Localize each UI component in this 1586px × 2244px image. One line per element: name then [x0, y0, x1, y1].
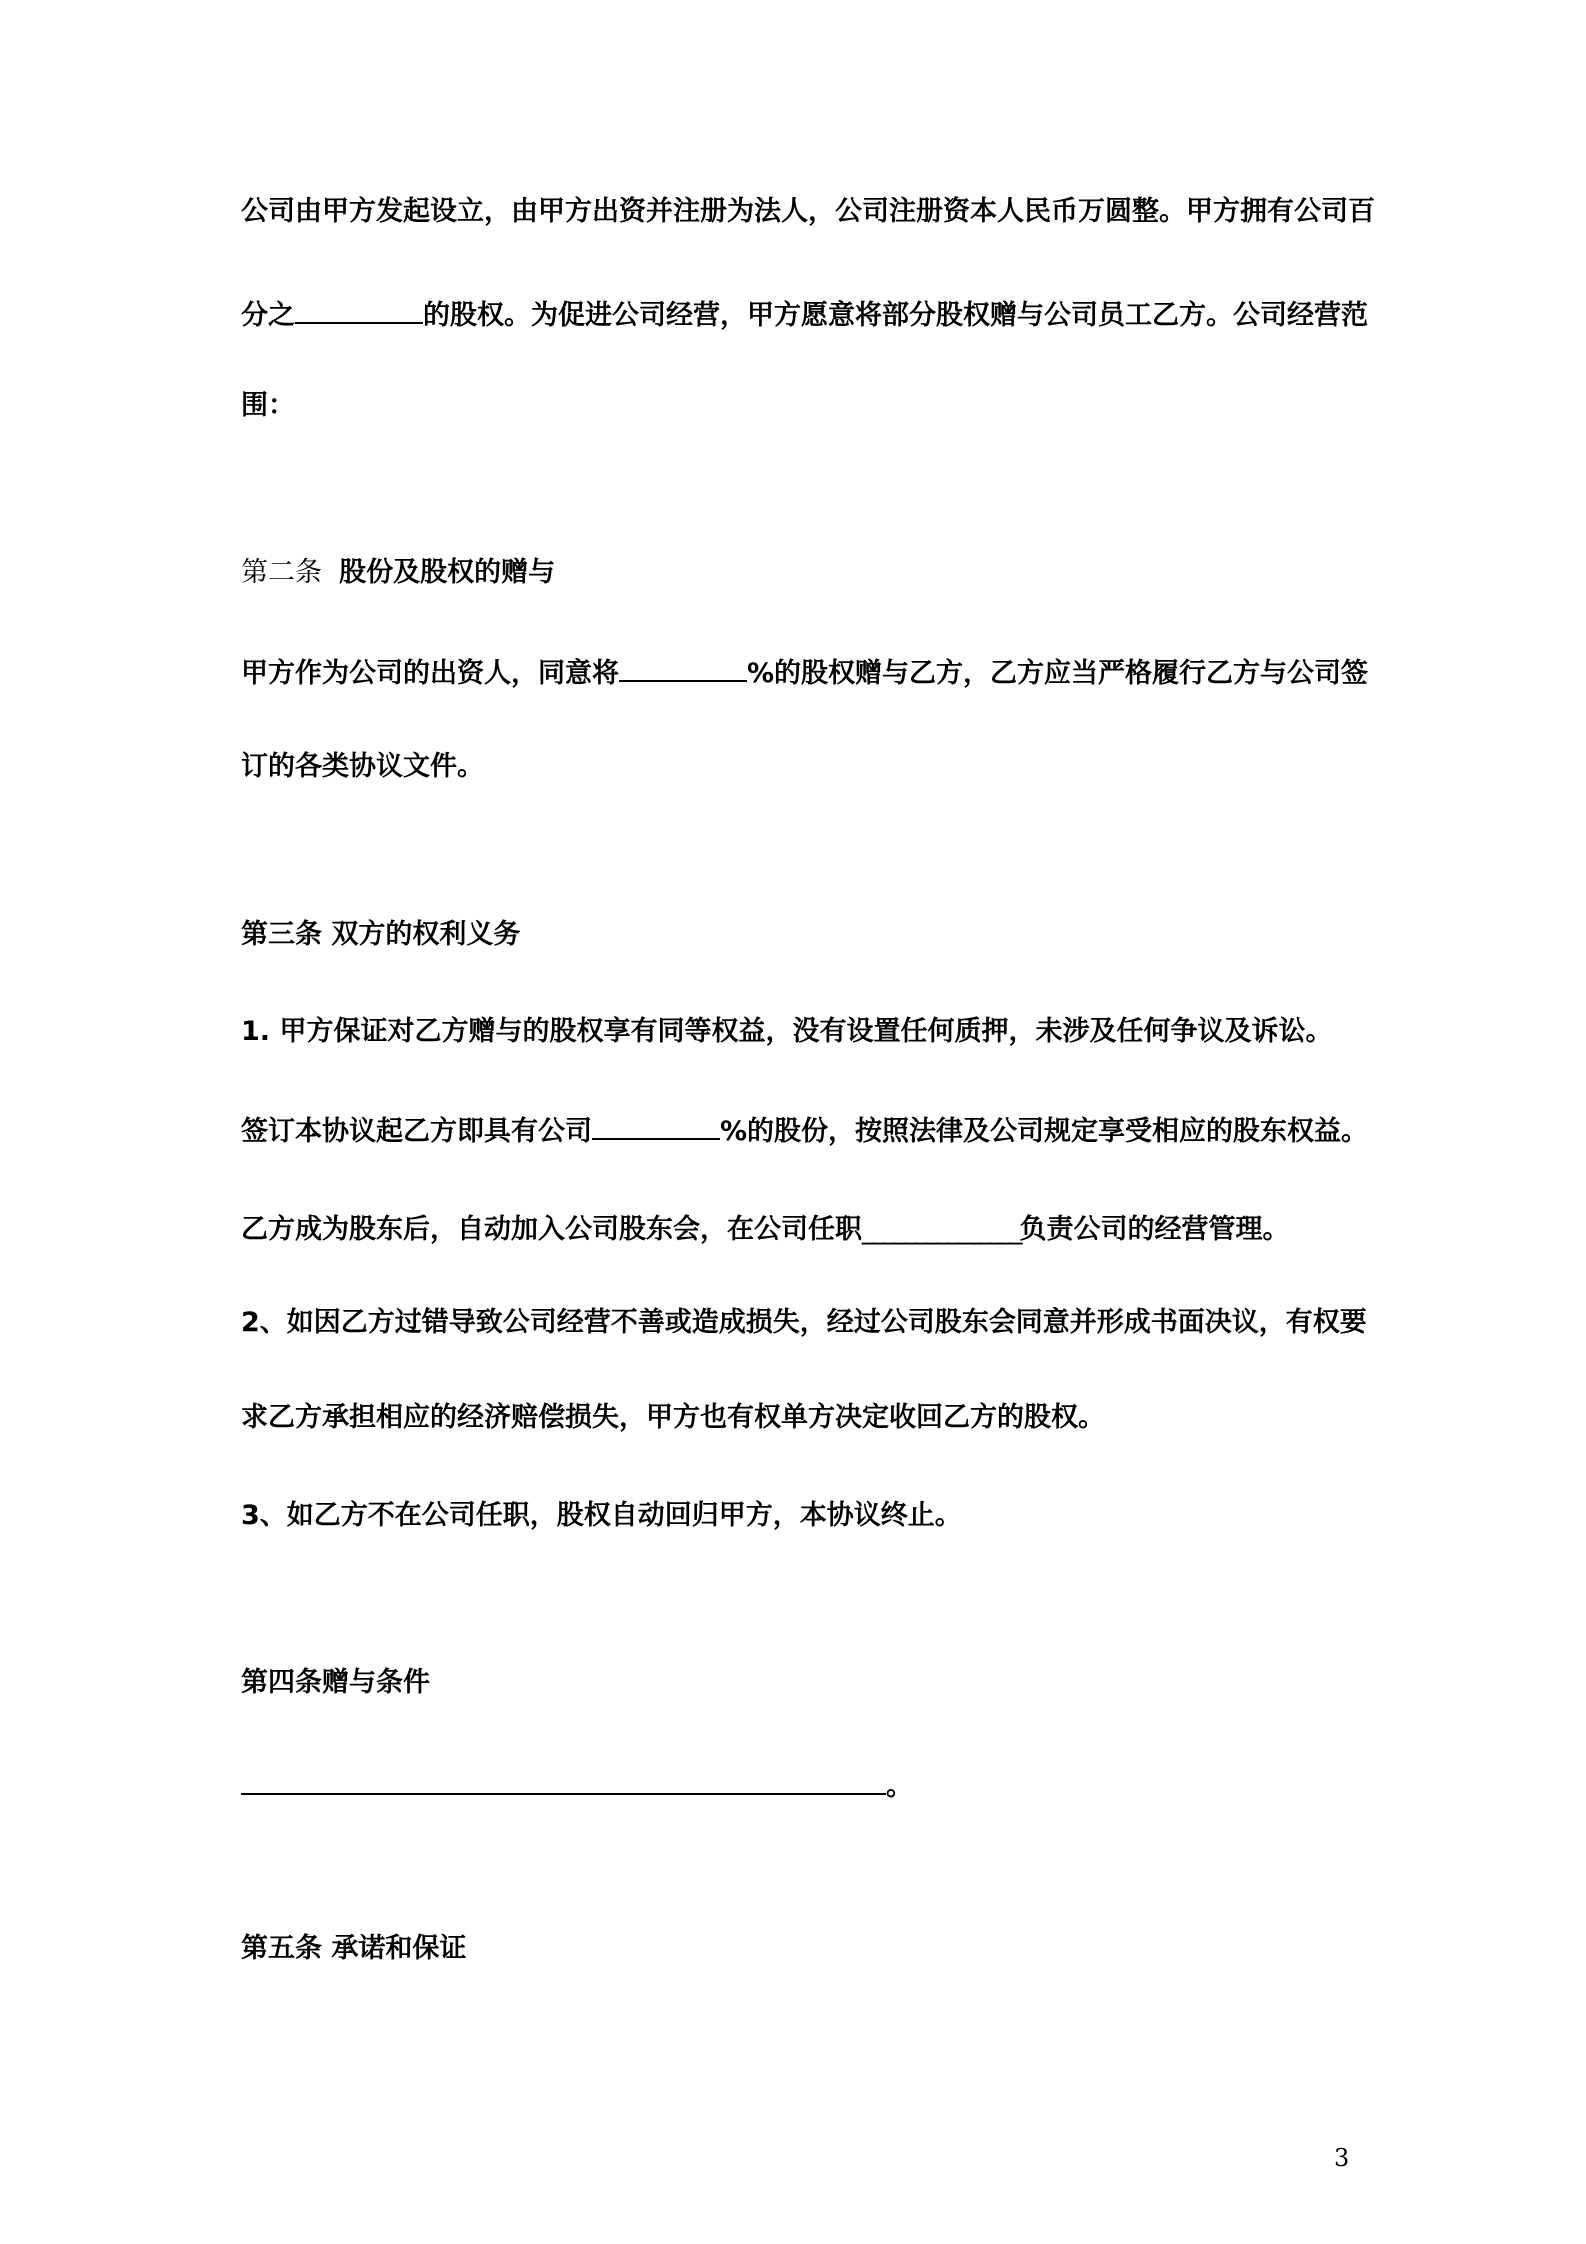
article-4-condition-line: [241, 1767, 913, 1807]
paragraph-intro-line-3: [241, 386, 295, 426]
fill-in-blank-share-percentage: [295, 298, 423, 324]
text-run: 乙方成为股东后，自动加入公司股东会，在公司任职: [241, 1214, 862, 1245]
article-2-line-1: [241, 654, 1368, 694]
article-2-number: 第二条: [241, 557, 322, 588]
article-3-line-3: [241, 1210, 1290, 1250]
article-2-heading: [241, 553, 555, 593]
text-run: 求乙方承担相应的经济赔偿损失，甲方也有权单方决定收回乙方的股权。: [241, 1402, 1105, 1433]
text-run: 围：: [241, 390, 295, 421]
page-number: 3: [1334, 2144, 1350, 2172]
text-run: 订的各类协议文件。: [241, 751, 484, 782]
paragraph-intro-line-2: [241, 296, 1368, 336]
article-3-item-1: [241, 1012, 1332, 1052]
fill-in-blank-gift-condition: [241, 1769, 886, 1795]
paragraph-intro-line-1: [241, 192, 1375, 232]
text-run: 负责公司的经营管理。: [1019, 1214, 1290, 1245]
article-4-title: 第四条赠与条件: [241, 1667, 430, 1698]
fill-in-blank-gift-percentage: [619, 656, 747, 682]
text-run: 2、如因乙方过错导致公司经营不善或造成损失，经过公司股东会同意并形成书面决议，有权要: [241, 1307, 1367, 1338]
article-3-line-2: [241, 1112, 1368, 1152]
article-3-title: 第三条 双方的权利义务: [241, 919, 521, 950]
article-3-item-2-line-2: [241, 1398, 1105, 1438]
fill-in-blank-stake-percentage: [592, 1114, 720, 1140]
article-2-line-2: [241, 747, 484, 787]
text-run: 签订本协议起乙方即具有公司: [241, 1116, 592, 1147]
text-run: 3、如乙方不在公司任职，股权自动回归甲方，本协议终止。: [241, 1500, 962, 1531]
article-2-title: 股份及股权的赠与: [339, 557, 556, 588]
article-5-heading: [241, 1929, 466, 1969]
text-run: %的股权赠与乙方，乙方应当严格履行乙方与公司签: [747, 658, 1369, 689]
article-3-item-2-line-1: [241, 1303, 1367, 1343]
fill-in-blank-position: _______________: [862, 1214, 1020, 1245]
text-run: 1. 甲方保证对乙方赠与的股权享有同等权益，没有设置任何质押，未涉及任何争议及诉讼。: [241, 1016, 1333, 1047]
text-run: 公司由甲方发起设立，由甲方出资并注册为法人，公司注册资本人民币万圆整。甲方拥有公司百: [241, 196, 1375, 227]
article-3-heading: [241, 915, 520, 955]
article-3-item-3: [241, 1496, 962, 1536]
article-4-heading: [241, 1663, 430, 1703]
text-run: 分之: [241, 300, 295, 331]
article-5-title: 第五条 承诺和保证: [241, 1933, 467, 1964]
text-run: 。: [886, 1771, 913, 1802]
text-run: 甲方作为公司的出资人，同意将: [241, 658, 619, 689]
text-run: %的股份，按照法律及公司规定享受相应的股东权益。: [720, 1116, 1369, 1147]
text-run: 的股权。为促进公司经营，甲方愿意将部分股权赠与公司员工乙方。公司经营范: [423, 300, 1368, 331]
